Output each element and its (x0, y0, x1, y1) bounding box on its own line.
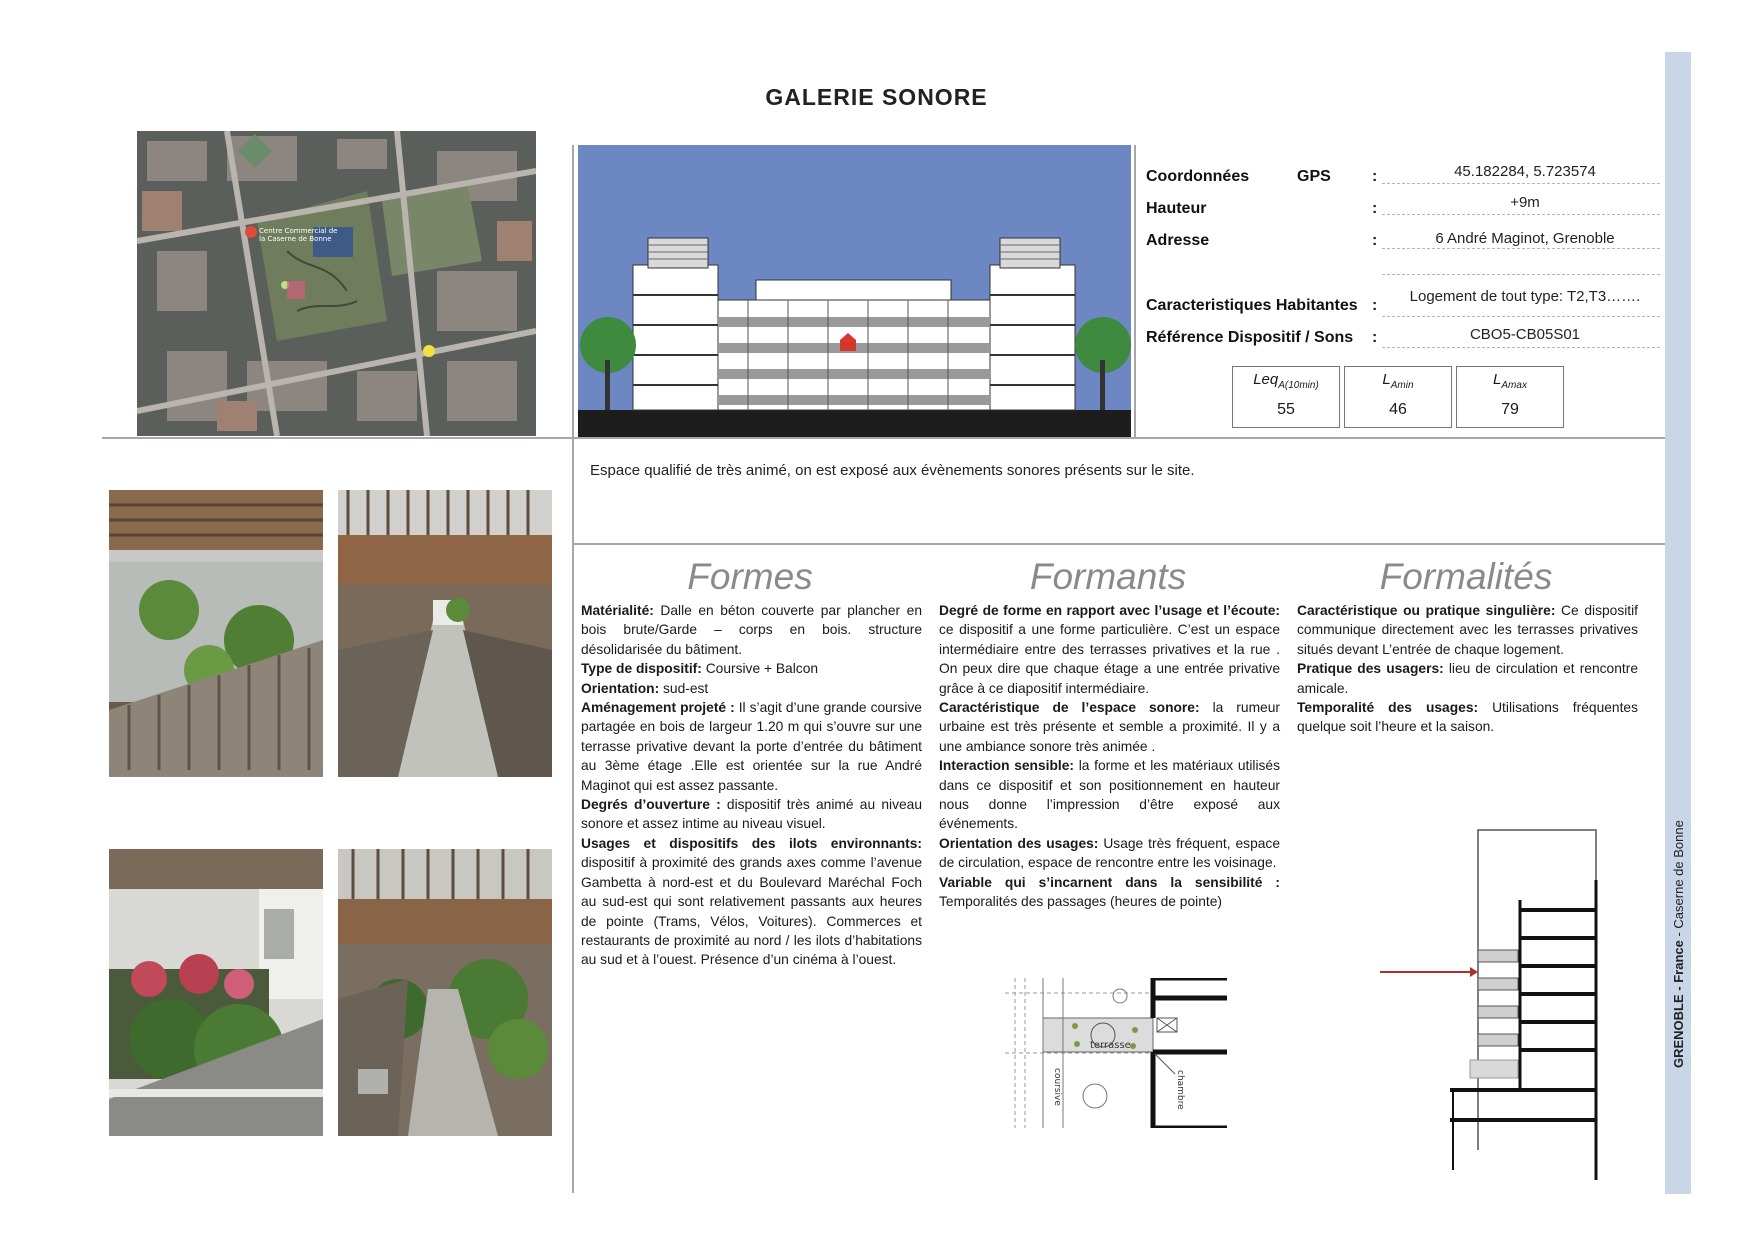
formalites-p0-text: Ce dispositif communique directement avec les terrasses privatives situés devant L’entrée de chaque logement. (1297, 603, 1639, 657)
formants-p3-text: Usage très fréquent, espace de circulation, espace de rencontre entre les voisinage. (939, 835, 1280, 871)
page-title: GALERIE SONORE (765, 84, 988, 110)
photo-walkway-planters (109, 490, 323, 777)
formes-p2 (581, 679, 922, 698)
formalites-p1-text: lieu de circulation et rencontre amicale. (1297, 661, 1638, 696)
lamin-cell (1344, 366, 1452, 428)
info-sublabel-gps: GPS (1297, 168, 1331, 185)
side-location-label: GRENOBLE - France - Caserne de Bonne (1671, 820, 1686, 1068)
formants-p4 (939, 873, 1280, 912)
formants-p1-label: Caractéristique de l’espace sonore: (939, 700, 1200, 716)
column-formes (581, 601, 922, 970)
formes-p5 (581, 834, 922, 970)
side-place: GRENOBLE - France (1671, 940, 1686, 1068)
lamin-value: 46 (1389, 401, 1407, 418)
formalites-p2-label: Temporalité des usages: (1297, 700, 1479, 716)
formalites-p2 (1297, 698, 1638, 737)
divider-vertical-info (1134, 145, 1136, 437)
lamin-base: L (1382, 371, 1391, 388)
divider-vertical (572, 145, 574, 1193)
formants-p3-label: Orientation des usages: (939, 835, 1099, 851)
heading-formalites: Formalités (1379, 556, 1553, 597)
photo-garden-planters (109, 849, 323, 1136)
formants-p2-label: Interaction sensible: (939, 758, 1075, 774)
formants-p2 (939, 756, 1280, 834)
formes-p5-text: dispositif à proximité des grands axes comme l’avenue Gambetta à nord-est et du Boulevard Maréchal Foch au sud-est qui sont relativement passants aux heures de pointe (Trams, Vélos, Voitures). Commerces et restaurants de proximité au nord / les ilots d’habitations au sud et à l’ouest. Présence d’un cinéma à l’ouest. (581, 855, 922, 968)
formants-p0-text: ce dispositif a une forme particulière. C’est un espace intermédiaire entre des terrasses privatives et la rue . On peux dire que chaque étage a une entrée privative grâce à ce diapositif intermédiaire. (939, 622, 1280, 696)
side-site: Caserne de Bonne (1671, 820, 1686, 929)
summary-text: Espace qualifié de très animé, on est exposé aux évènements sonores présents sur le site. (590, 462, 1195, 479)
plan-label-chambre: chambre (1175, 1070, 1185, 1110)
formes-p1 (581, 659, 922, 678)
info-line-residents (1382, 316, 1660, 317)
heading-formes: Formes (687, 556, 813, 597)
formes-p3 (581, 698, 922, 795)
formes-p3-label: Aménagement projeté : (581, 700, 735, 716)
formes-p4 (581, 795, 922, 834)
info-line-address (1382, 248, 1660, 249)
info-line-gps (1382, 183, 1660, 184)
info-line-height (1382, 214, 1660, 215)
sound-level-table (1232, 366, 1564, 428)
info-line-reference (1382, 347, 1660, 348)
formes-p0-label: Matérialité: (581, 603, 654, 618)
formes-p1-text: Coursive + Balcon (701, 661, 819, 677)
formants-p3 (939, 834, 1280, 873)
info-label-reference: Référence Dispositif / Sons (1146, 329, 1354, 346)
formes-p1-label: Type de dispositif: (581, 661, 702, 677)
formes-p3-text: Il s’agit d’une grande coursive partagée en bois de largeur 1.20 m qui s’ouvre sur une terrasse privative devant la porte d’entrée du bâtiment au 3ème étage .Elle est orientée sur la rue André Maginot qui est assez passante. (581, 700, 922, 793)
info-label-address: Adresse (1146, 232, 1210, 249)
formes-p2-text: sud-est (659, 680, 709, 696)
formes-p0 (581, 601, 922, 659)
info-line-blank (1382, 274, 1660, 275)
info-colon-address: : (1372, 232, 1378, 249)
formalites-p0 (1297, 601, 1638, 659)
lamin-sub: Amin (1390, 380, 1414, 391)
formants-p0-label: Degré de forme en rapport avec l’usage et l’écoute: (939, 603, 1280, 618)
info-colon-reference: : (1372, 329, 1378, 346)
column-formalites (1297, 601, 1638, 737)
formants-p1 (939, 698, 1280, 756)
info-colon-gps: : (1372, 168, 1378, 185)
formes-p5-label: Usages et dispositifs des ilots environnants: (581, 835, 922, 851)
plan-label-coursive: coursive (1052, 1068, 1062, 1106)
formes-p4-label: Degrés d’ouverture : (581, 797, 721, 813)
floor-plan-drawing (1005, 978, 1233, 1128)
leq-sub: A(10min) (1278, 380, 1319, 391)
photo-garden-corridor (338, 849, 552, 1136)
formants-p4-label: Variable qui s’incarnent dans la sensibilité : (939, 874, 1280, 890)
info-value-gps: 45.182284, 5.723574 (1454, 163, 1596, 180)
formalites-p1 (1297, 659, 1638, 698)
leq-base: Leq (1253, 371, 1279, 388)
formalites-p0-label: Caractéristique ou pratique singulière: (1297, 603, 1556, 618)
formants-p0 (939, 601, 1280, 698)
formes-p4-text: dispositif très animé au niveau sonore et assez intime au niveau visuel. (581, 797, 922, 832)
info-value-reference: CBO5-CB05S01 (1469, 326, 1581, 343)
info-colon-height: : (1372, 200, 1378, 217)
info-value-residents: Logement de tout type: T2,T3……. (1409, 288, 1641, 305)
info-value-address: 6 André Maginot, Grenoble (1435, 230, 1615, 247)
formalites-p2-text: Utilisations fréquentes quelque soit l’heure et la saison. (1297, 700, 1638, 735)
info-value-height: +9m (1510, 194, 1540, 211)
lamax-sub: Amax (1501, 380, 1527, 391)
formalites-p1-label: Pratique des usagers: (1297, 661, 1444, 677)
section-drawing (1380, 820, 1602, 1180)
heading-formants: Formants (1029, 556, 1187, 597)
info-label-residents: Caracteristiques Habitantes (1146, 297, 1358, 314)
lamax-base: L (1493, 371, 1502, 388)
plan-label-terrasse: terrasse (1090, 1040, 1131, 1051)
leq-cell (1232, 366, 1340, 428)
map-label-2: la Caserne de Bonne (259, 235, 332, 243)
elevation-drawing (578, 145, 1131, 437)
photo-walkway-corridor (338, 490, 552, 777)
leq-value: 55 (1277, 401, 1295, 418)
formes-p0-text: Dalle en béton couverte par plancher en bois brute/Garde – corps en bois. structure désolidarisée du bâtiment. (581, 603, 922, 657)
formants-p1-text: la rumeur urbaine est très présente et semble a proximité. Il y a une ambiance sonore très animée . (939, 700, 1280, 754)
lamax-value: 79 (1501, 401, 1519, 418)
info-colon-residents: : (1372, 297, 1378, 314)
info-label-height: Hauteur (1146, 200, 1207, 217)
formants-p4-text: Temporalités des passages (heures de pointe) (939, 894, 1222, 910)
formes-p2-label: Orientation: (581, 680, 660, 696)
map-label-1: Centre Commercial de (259, 227, 338, 235)
divider-mid (573, 543, 1680, 545)
info-label-gps: Coordonnées (1146, 168, 1250, 185)
divider-top (102, 437, 1680, 439)
column-formants (939, 601, 1280, 912)
formants-p2-text: la forme et les matériaux utilisés dans ce dispositif et son positionnement en hauteur nous donne l’impression d’être exposé aux événements. (939, 758, 1280, 832)
lamax-cell (1456, 366, 1564, 428)
aerial-map (137, 131, 536, 436)
